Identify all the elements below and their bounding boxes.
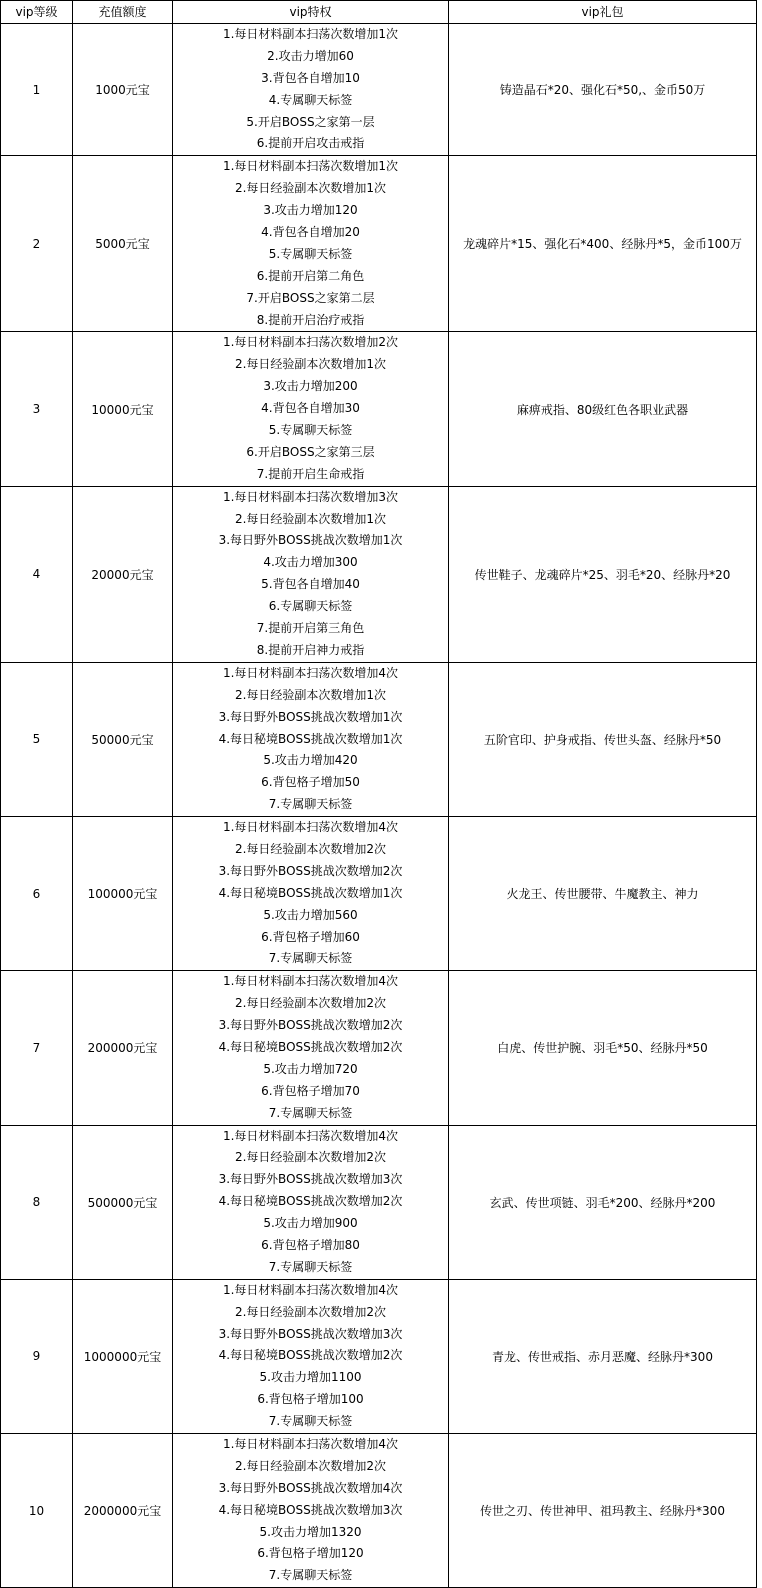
privilege-item: 2.每日经验副本次数增加1次 <box>234 181 387 196</box>
header-recharge-amount: 充值额度 <box>73 1 173 24</box>
vip-privileges-cell <box>173 662 449 816</box>
privilege-item: 3.每日野外BOSS挑战次数增加2次 <box>218 863 403 878</box>
table-body <box>1 24 757 1588</box>
privilege-item: 6.开启BOSS之家第三层 <box>246 444 375 459</box>
vip-privileges-cell <box>173 332 449 486</box>
privilege-item: 1.每日材料副本扫荡次数增加4次 <box>222 820 399 835</box>
vip-level-cell: 10 <box>1 1434 73 1588</box>
privilege-item: 6.背包格子增加80 <box>261 1237 360 1252</box>
vip-level-cell: 1 <box>1 24 73 156</box>
privilege-item: 3.每日野外BOSS挑战次数增加2次 <box>218 1018 403 1033</box>
header-vip-privileges: vip特权 <box>173 1 449 24</box>
privilege-item: 2.每日经验副本次数增加1次 <box>234 511 387 526</box>
privilege-item: 2.每日经验副本次数增加2次 <box>234 1150 387 1165</box>
vip-privileges-cell <box>173 24 449 156</box>
privilege-item: 1.每日材料副本扫荡次数增加4次 <box>222 665 399 680</box>
privilege-item: 7.专属聊天标签 <box>268 797 353 812</box>
privilege-item: 4.每日秘境BOSS挑战次数增加2次 <box>218 1194 403 1209</box>
privilege-item: 6.专属聊天标签 <box>268 599 353 614</box>
vip-level-cell: 2 <box>1 156 73 332</box>
privilege-item: 7.专属聊天标签 <box>268 951 353 966</box>
table-row <box>1 332 757 486</box>
vip-privileges-cell <box>173 817 449 971</box>
privilege-item: 7.专属聊天标签 <box>268 1105 353 1120</box>
vip-gift-cell: 青龙、传世戒指、赤月恶魔、经脉丹*300 <box>449 1279 757 1433</box>
privilege-item: 3.每日野外BOSS挑战次数增加3次 <box>218 1326 403 1341</box>
privilege-item: 1.每日材料副本扫荡次数增加4次 <box>222 1128 399 1143</box>
recharge-amount-cell: 10000元宝 <box>73 332 173 486</box>
privilege-item: 5.攻击力增加560 <box>263 907 358 922</box>
privilege-item: 4.攻击力增加300 <box>263 555 358 570</box>
recharge-amount-cell: 100000元宝 <box>73 817 173 971</box>
privilege-item: 5.攻击力增加720 <box>263 1061 358 1076</box>
privilege-item: 3.每日野外BOSS挑战次数增加1次 <box>218 709 403 724</box>
recharge-amount-cell: 5000元宝 <box>73 156 173 332</box>
privilege-item: 5.攻击力增加900 <box>263 1216 358 1231</box>
privilege-item: 5.攻击力增加1100 <box>259 1370 362 1385</box>
vip-gift-cell: 火龙王、传世腰带、牛魔教主、神力 <box>449 817 757 971</box>
privilege-item: 2.每日经验副本次数增加2次 <box>234 841 387 856</box>
header-vip-gift: vip礼包 <box>449 1 757 24</box>
table-row <box>1 156 757 332</box>
privilege-item: 2.每日经验副本次数增加2次 <box>234 1304 387 1319</box>
privilege-item: 4.每日秘境BOSS挑战次数增加2次 <box>218 1039 403 1054</box>
recharge-amount-cell: 50000元宝 <box>73 662 173 816</box>
privilege-item: 1.每日材料副本扫荡次数增加1次 <box>222 27 399 41</box>
vip-gift-cell: 传世之刃、传世神甲、祖玛教主、经脉丹*300 <box>449 1434 757 1588</box>
privilege-item: 1.每日材料副本扫荡次数增加2次 <box>222 335 399 350</box>
privilege-item: 5.攻击力增加1320 <box>259 1524 362 1539</box>
table-row <box>1 24 757 156</box>
privilege-item: 3.背包各自增加10 <box>261 70 360 85</box>
recharge-amount-cell: 20000元宝 <box>73 486 173 662</box>
privilege-item: 7.专属聊天标签 <box>268 1568 353 1583</box>
privilege-item: 6.提前开启第二角色 <box>256 268 365 283</box>
privilege-item: 1.每日材料副本扫荡次数增加1次 <box>222 159 399 174</box>
privilege-item: 6.背包格子增加70 <box>261 1083 360 1098</box>
privilege-item: 6.背包格子增加60 <box>261 929 360 944</box>
recharge-amount-cell: 1000000元宝 <box>73 1279 173 1433</box>
vip-gift-cell: 麻痹戒指、80级红色各职业武器 <box>449 332 757 486</box>
vip-level-cell: 7 <box>1 971 73 1125</box>
privilege-item: 1.每日材料副本扫荡次数增加4次 <box>222 1437 399 1451</box>
privilege-item: 7.专属聊天标签 <box>268 1414 353 1429</box>
privilege-item: 8.提前开启治疗戒指 <box>256 312 365 327</box>
privilege-item: 3.每日野外BOSS挑战次数增加3次 <box>218 1172 403 1187</box>
privilege-item: 5.专属聊天标签 <box>268 246 353 261</box>
vip-level-cell: 5 <box>1 662 73 816</box>
table-row <box>1 1279 757 1433</box>
header-vip-level: vip等级 <box>1 1 73 24</box>
vip-privileges-cell <box>173 971 449 1125</box>
table-row <box>1 662 757 816</box>
recharge-amount-cell: 1000元宝 <box>73 24 173 156</box>
table-header <box>1 1 757 24</box>
recharge-amount-cell: 500000元宝 <box>73 1125 173 1279</box>
vip-gift-cell: 龙魂碎片*15、强化石*400、经脉丹*5，金币100万 <box>449 156 757 332</box>
vip-privileges-cell <box>173 1279 449 1433</box>
privilege-item: 5.攻击力增加420 <box>263 753 358 768</box>
table-row <box>1 971 757 1125</box>
privilege-item: 4.专属聊天标签 <box>268 92 353 107</box>
privilege-item: 3.每日野外BOSS挑战次数增加4次 <box>218 1480 403 1495</box>
privilege-item: 2.每日经验副本次数增加2次 <box>234 1458 387 1473</box>
privilege-item: 2.攻击力增加60 <box>267 48 354 63</box>
table-row <box>1 486 757 662</box>
vip-level-cell: 8 <box>1 1125 73 1279</box>
privilege-item: 7.专属聊天标签 <box>268 1259 353 1274</box>
privilege-item: 5.背包各自增加40 <box>261 577 360 592</box>
vip-level-cell: 9 <box>1 1279 73 1433</box>
privilege-item: 3.攻击力增加200 <box>263 379 358 394</box>
privilege-item: 4.每日秘境BOSS挑战次数增加1次 <box>218 885 403 900</box>
privilege-item: 2.每日经验副本次数增加1次 <box>234 357 387 372</box>
table-row <box>1 1125 757 1279</box>
privilege-item: 1.每日材料副本扫荡次数增加4次 <box>222 974 399 989</box>
vip-gift-cell: 玄武、传世项链、羽毛*200、经脉丹*200 <box>449 1125 757 1279</box>
privilege-item: 4.每日秘境BOSS挑战次数增加2次 <box>218 1348 403 1363</box>
recharge-amount-cell: 200000元宝 <box>73 971 173 1125</box>
privilege-item: 3.攻击力增加120 <box>263 203 358 218</box>
table-row <box>1 817 757 971</box>
privilege-item: 4.每日秘境BOSS挑战次数增加1次 <box>218 731 403 746</box>
privilege-item: 4.每日秘境BOSS挑战次数增加3次 <box>218 1502 403 1517</box>
vip-level-cell: 6 <box>1 817 73 971</box>
privilege-item: 6.背包格子增加100 <box>257 1392 364 1407</box>
vip-gift-cell: 五阶官印、护身戒指、传世头盔、经脉丹*50 <box>449 662 757 816</box>
privilege-item: 7.开启BOSS之家第二层 <box>246 290 375 305</box>
vip-gift-cell: 传世鞋子、龙魂碎片*25、羽毛*20、经脉丹*20 <box>449 486 757 662</box>
header-row <box>1 1 757 24</box>
privilege-item: 4.背包各自增加30 <box>261 401 360 416</box>
vip-privileges-cell <box>173 486 449 662</box>
vip-privileges-cell <box>173 1434 449 1588</box>
privilege-item: 7.提前开启第三角色 <box>256 621 365 636</box>
privilege-item: 7.提前开启生命戒指 <box>256 466 365 481</box>
privilege-item: 2.每日经验副本次数增加2次 <box>234 996 387 1011</box>
vip-gift-cell: 铸造晶石*20、强化石*50,、金币50万 <box>449 24 757 156</box>
privilege-item: 2.每日经验副本次数增加1次 <box>234 687 387 702</box>
privilege-item: 1.每日材料副本扫荡次数增加4次 <box>222 1282 399 1297</box>
table-row <box>1 1434 757 1588</box>
privilege-item: 1.每日材料副本扫荡次数增加3次 <box>222 489 399 504</box>
privilege-item: 4.背包各自增加20 <box>261 225 360 240</box>
vip-level-cell: 4 <box>1 486 73 662</box>
vip-privileges-cell <box>173 1125 449 1279</box>
privilege-item: 5.开启BOSS之家第一层 <box>246 114 375 129</box>
vip-level-cell: 3 <box>1 332 73 486</box>
privilege-item: 3.每日野外BOSS挑战次数增加1次 <box>218 533 403 548</box>
privilege-item: 5.专属聊天标签 <box>268 423 353 438</box>
privilege-item: 6.提前开启攻击戒指 <box>256 136 365 151</box>
privilege-item: 6.背包格子增加50 <box>261 775 360 790</box>
vip-gift-cell: 白虎、传世护腕、羽毛*50、经脉丹*50 <box>449 971 757 1125</box>
privilege-item: 6.背包格子增加120 <box>257 1546 364 1561</box>
privilege-item: 8.提前开启神力戒指 <box>256 642 365 657</box>
recharge-amount-cell: 2000000元宝 <box>73 1434 173 1588</box>
vip-privileges-cell <box>173 156 449 332</box>
